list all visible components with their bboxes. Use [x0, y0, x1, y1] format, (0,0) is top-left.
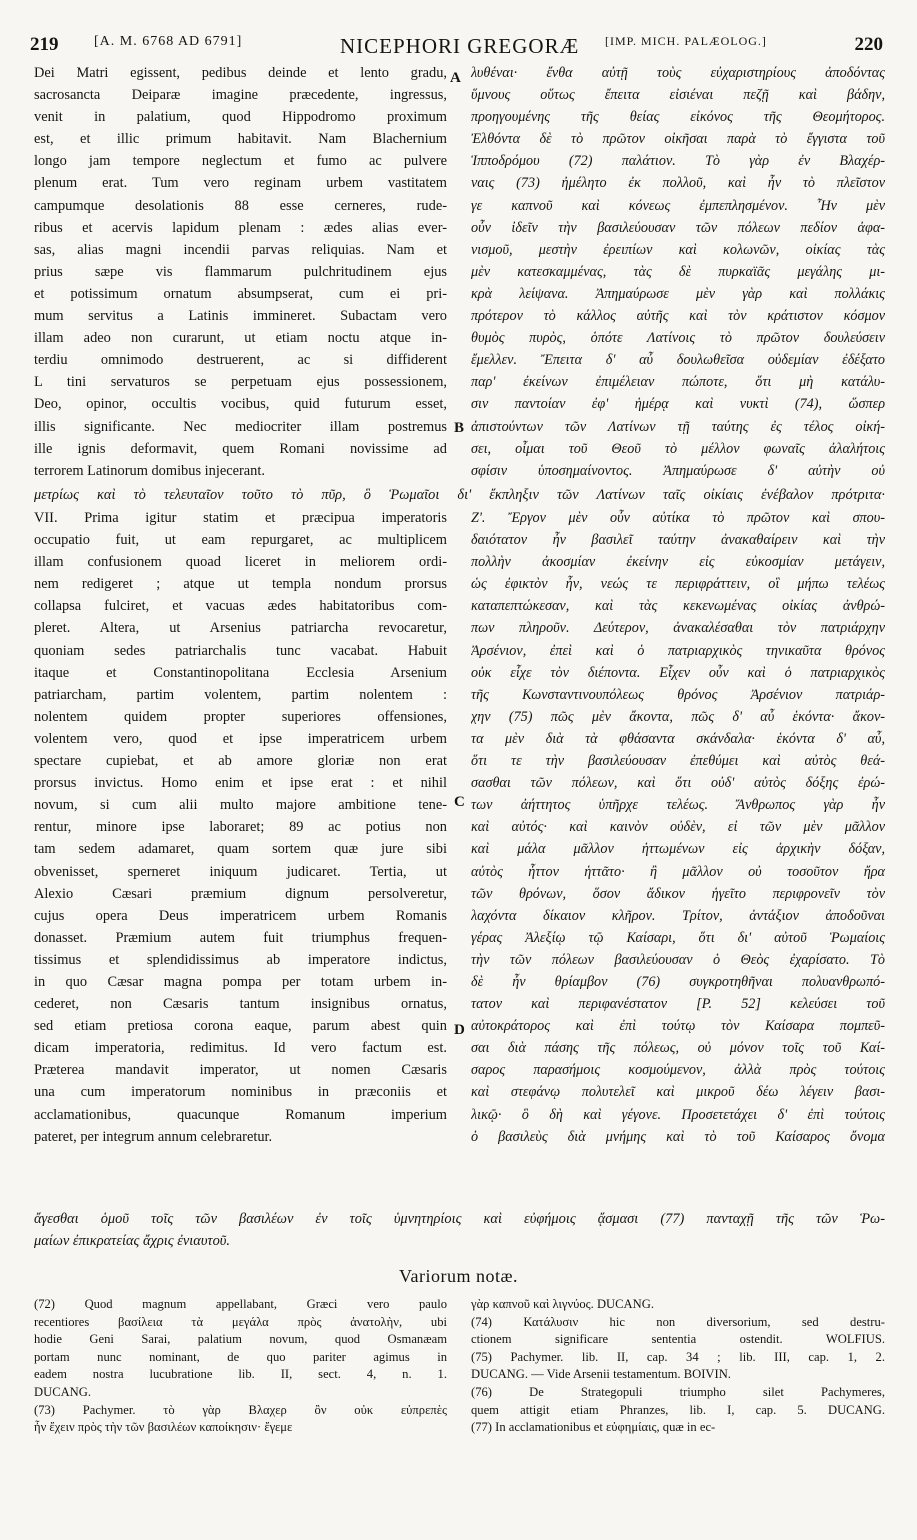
- latin-text-line: Dei Matri egissent, pedibus deinde et lento gradu,: [34, 65, 447, 81]
- notes-column-right: [471, 1296, 885, 1437]
- greek-text-line: ἔμελλεν. Ἔπειτα δ' αὖ δουλωθεῖσα οὐδεμίαν ἐδέξατο: [471, 352, 885, 369]
- greek-column-1: [471, 62, 885, 482]
- latin-text-line: L tini servaturos se perpetuam ejus possessionem,: [34, 374, 447, 391]
- greek-text-line: μὲν κατεσκαμμένας, τὰς δὲ πυρκαϊᾶς μεγάλης μι-: [471, 263, 885, 280]
- latin-text-line: est, et illic primum habitavit. Nam Blachernium: [34, 131, 447, 148]
- greek-text-line: πων πληροῦν. Δεύτερον, ἀνακαλέσαθαι τὸν πατριάρχην: [471, 620, 885, 637]
- latin-text-line: volentem vero, quod et ipse imperatricem urbem: [34, 730, 447, 747]
- note-line: γὰρ καπνοῦ καὶ λιγνύος. DUCANG.: [471, 1297, 654, 1311]
- latin-text-line: sas, alias magni incendii parvas reliquias. Nam et: [34, 241, 447, 258]
- latin-text-line: pateret, per integrum annum celebraretur.: [34, 1128, 273, 1145]
- greek-text-line: σει, οἶμαι τοῦ Θεοῦ τὸ μέλλον φωναῖς ἀλαλήτοις: [471, 440, 885, 457]
- note-line: (74) Κατάλυσιν hic non diversorium, sed destru-: [471, 1314, 885, 1329]
- greek-text-line: Ζ'. Ἔργον μὲν οὖν αὐτίκα τὸ πρῶτον καὶ σπου-: [471, 510, 885, 526]
- greek-text-line: οὐκ εἶχε τὸν διέποντα. Εἶχεν οὖν καὶ ὁ πατριαρχικὸς: [471, 664, 885, 681]
- latin-text-line: sed etiam pretiosa corona eaque, parum abest quin: [34, 1018, 447, 1035]
- running-header: [30, 34, 883, 60]
- greek-text-line: ὡς ἐφικτὸν ἦν, νεώς τε περιφράττειν, οἳ μήπω τελέως: [471, 576, 885, 593]
- latin-text-line: una cum imperatorum nominibus in præconiis et: [34, 1084, 447, 1101]
- latin-text-line: illam confusionem quoad liceret in meliorem ordi-: [34, 554, 447, 571]
- latin-text-line: tam sedem adamaret, quam sortem quæ jure sibi: [34, 841, 447, 858]
- latin-text-line: rentur, minore ipse laboraret; 89 ac potius non: [34, 819, 447, 836]
- note-line: recentiores βασίλεια τὰ μεγάλα πρὸς ἀνατολὴν, ubi: [34, 1314, 447, 1329]
- greek-text-line: παρ' ἐκείνων ἐπιμέλειαν πώποτε, ὅτι μὴ κατάλυ-: [471, 374, 885, 391]
- page-title: NICEPHORI GREGORÆ: [340, 34, 580, 58]
- latin-text-line: in quo Cæsar magna pompa per totam urbem in-: [34, 973, 447, 990]
- latin-text-line: prius sæpe vis flammarum pulchritudinem ejus: [34, 263, 447, 280]
- greek-text-line: τα μὲν διὰ τὰ φθάσαντα σκάνδαλα· ἑκόντα δ' αὖ,: [471, 730, 885, 747]
- latin-text-line: nolentem quidem propter superiores offensiones,: [34, 708, 447, 725]
- latin-text-line: mum servitus a Latinis immineret. Subactam vero: [34, 308, 447, 325]
- note-line: (72) Quod magnum appellabant, Græci vero paulo: [34, 1297, 447, 1311]
- note-line: (77) In acclamationibus et εὐφημίαις, quæ in ec-: [471, 1420, 716, 1435]
- page-number-right: 220: [854, 34, 883, 55]
- latin-text-line: itaque et Constantinopolitana Ecclesia Arsenium: [34, 664, 447, 681]
- note-line: quem attigit etiam Phranzes, lib. I, cap. 5. DUCANG.: [471, 1402, 885, 1417]
- greek-text-line: τατον καὶ περιφανέστατον [P. 52] κελεύσει τοῦ: [471, 996, 885, 1013]
- latin-text-line: ille ignis deformavit, quem Romani novissime ad: [34, 440, 447, 457]
- greek-text-line: ἀπιστούντων τῶν Λατίνων τῇ ταύτης ἐς τέλος οἰκή-: [471, 418, 885, 435]
- year-range-right: [IMP. MICH. PALÆOLOG.]: [605, 34, 767, 48]
- latin-text-line: acclamationibus, quacunque Romanum imperium: [34, 1106, 447, 1123]
- latin-column-1: [34, 62, 447, 482]
- latin-text-line: prorsus invictus. Homo enim et ipse erat : et nihil: [34, 775, 447, 792]
- greek-text-line: καταπεπτώκεσαν, καὶ τὰς κεκενωμένας οἰκίας ἀνθρώ-: [471, 598, 885, 615]
- latin-text-line: collapsa fulciret, et vacuas ædes habitatoribus com-: [34, 598, 447, 615]
- latin-text-line: cederet, non Cæsaris tantum insignibus ornatus,: [34, 996, 447, 1013]
- greek-text-line: νισμοῦ, μεστὴν ἐρειπίων καὶ κολωνῶν, οἰκίας τὰς: [471, 241, 885, 258]
- greek-text-line: Ἀρσένιον, ἐπεὶ καὶ ὁ πατριαρχικὸς τηνικαῦτα θρόνος: [471, 642, 885, 659]
- notes-heading: Variorum notæ.: [399, 1266, 518, 1286]
- note-line: hodie Geni Sarai, palatium novum, quod Osmanæam: [34, 1332, 447, 1347]
- greek-text-line: θυμὸς πυρὸς, ὁπότε Λατίνοις τὸ πρῶτον δουλεύσειν: [471, 330, 885, 347]
- latin-text-line: illis significante. Nec mediocriter illam postremus: [34, 418, 447, 435]
- greek-text-line: κρὰ λείψανα. Ἀπημαύρωσε μὲν γὰρ καὶ πολλάκις: [471, 285, 885, 302]
- greek-text-line: λαχόντα δίκαιον κλῆρον. Τρίτον, ἀντάξιον ἀποδοῦναι: [471, 907, 885, 924]
- latin-text-line: tissimus et splendidissimus ab imperatore indictus,: [34, 951, 447, 968]
- latin-text-line: occupatio fuit, ut eam repurgaret, ac multiplicem: [34, 532, 447, 549]
- note-line: eadem nostra lucubratione lib. II, sect. 4, n. 1.: [34, 1367, 447, 1382]
- section-marker-b: B: [454, 420, 465, 436]
- greek-text-line: ὁ βασιλεὺς διὰ μνήμης καὶ τὸ τοῦ Καίσαρος ὄνομα: [471, 1128, 885, 1145]
- note-line: (75) Pachymer. lib. II, cap. 34 ; lib. III, cap. 1, 2.: [471, 1349, 885, 1364]
- latin-text-line: patriarcham, partim volentem, partim nolentem :: [34, 686, 447, 703]
- latin-text-line: VII. Prima igitur statim et præcipua imperatoris: [34, 510, 447, 526]
- greek-text-line: ὕμνους οὕτως ἔπειτα εἰσιέναι πεζῇ καὶ βάδην,: [471, 87, 885, 104]
- latin-text-line: spectare cupiebat, et ab amore gloriæ non erat: [34, 753, 447, 770]
- year-range-left: [A. M. 6768 AD 6791]: [94, 34, 243, 49]
- latin-text-line: terrorem Latinorum domibus injecerant.: [34, 462, 265, 479]
- note-line: ctionem significare sententia ostendit. WOLFIUS.: [471, 1332, 885, 1347]
- greek-text-line: αὐτοκράτορος καὶ ἐπὶ τούτῳ τὸν Καίσαρα πομπεῦ-: [471, 1018, 885, 1035]
- greek-text-line: σφίσιν ὑποσημαίνοντος. Ἀπημαύρωσε δ' αὐτὴν οὐ: [471, 462, 885, 479]
- note-line: ἦν ἔχειν πρὸς τὴν τῶν βασιλέων καποίκησιν· ἔγεμε: [34, 1420, 293, 1435]
- note-line: DUCANG. — Vide Arsenii testamentum. BOIVIN.: [471, 1367, 731, 1382]
- latin-text-line: venit in palatium, quod Hippodromo proximum: [34, 109, 447, 126]
- greek-full-line-1: μετρίως καὶ τὸ τελευταῖον τοῦτο τὸ πῦρ, ὃ Ῥωμαῖοι δι' ἔκπληξιν τῶν Λατίνων ταῖς οἰκίαις ἐνέβαλον πρότριτα·: [34, 487, 885, 503]
- greek-text-line: σασθαι τῶν πόλεων, καὶ ὅτι οὐδ' αὐτὸς δόξης ἐρώ-: [471, 775, 885, 792]
- greek-text-line: σαρος παρασήμοις κοσμούμενον, ἀλλὰ πρὸς τούτοις: [471, 1062, 885, 1079]
- latin-text-line: Deo, opinor, occultis vocibus, quid futurum esset,: [34, 396, 447, 413]
- latin-text-line: plenum erat. Tum vero reginam urbem vastitatem: [34, 175, 447, 192]
- latin-text-line: longo jam tempore neglectum et fumo ac pulvere: [34, 153, 447, 170]
- notes-column-left: [34, 1296, 447, 1437]
- section-marker-c: C: [454, 794, 465, 810]
- greek-text-line: γέρας Ἀλεξίῳ τῷ Καίσαρι, ὅτι δι' αὐτοῦ Ῥωμαίοις: [471, 929, 885, 946]
- latin-text-line: Alexio Cæsari præmium dignum persolveretur,: [34, 885, 447, 902]
- note-line: portam nunc nominant, de quo pariter agimus in: [34, 1349, 447, 1364]
- section-marker-d: D: [454, 1022, 465, 1038]
- greek-text-line: γε καπνοῦ καὶ κόνεως ἐμπεπλησμένον. Ἦν μὲν: [471, 197, 885, 214]
- greek-text-line: καὶ στεφάνῳ πολυτελεῖ καὶ μικροῦ δέω λέγειν βασι-: [471, 1084, 885, 1101]
- note-line: (73) Pachymer. τὸ γὰρ Βλαχερ ὂν οὐκ εὐπρεπὲς: [34, 1402, 447, 1417]
- greek-text-line: Ἐλθόντα δὲ τὸ πρῶτον οἰκῆσαι παρὰ τὸ ἔγγιστα τοῦ: [471, 131, 885, 148]
- greek-text-line: δαιότατον ἦν βασιλεῖ ταύτην ἀνακαθαίρειν καὶ τὴν: [471, 532, 885, 549]
- greek-text-line: οὖν ἰδεῖν τὴν βασιλεύουσαν τῶν πόλεων πεδίον ἀφα-: [471, 219, 885, 236]
- page-number-left: 219: [30, 34, 59, 55]
- section-marker-a: A: [450, 70, 461, 86]
- note-line: (76) De Strategopuli triumpho silet Pachymeres,: [471, 1384, 885, 1399]
- latin-text-line: ribus et acervis lapidum plenam : ædes alias ever-: [34, 219, 447, 236]
- latin-text-line: quoniam sedes patriarchalis tunc vacabat. Habuit: [34, 642, 447, 659]
- greek-full-line-2: ἄγεσθαι ὁμοῦ τοῖς τῶν βασιλέων ἐν τοῖς ὑμνητηρίοις καὶ εὐφήμοις ᾄσμασι (77) πανταχῇ τῆς τῶν Ῥω-: [34, 1211, 885, 1227]
- latin-text-line: novum, si cum alii multo majore ambitione tene-: [34, 797, 447, 814]
- greek-text-line: σιν παντοίαν ἐφ' ἡμέρᾳ καὶ νυκτὶ (74), ὥσπερ: [471, 396, 885, 413]
- greek-text-line: χην (75) πῶς μὲν ἄκοντα, πῶς δ' αὖ ἑκόντα· ἄκον-: [471, 708, 885, 725]
- greek-text-line: τῆς Κωνσταντινουπόλεως θρόνος Ἀρσένιον πατριάρ-: [471, 686, 885, 703]
- greek-text-line: λικῷ· ὃ δὴ καὶ γέγονε. Προσετετάχει δ' ἐπὶ τούτοις: [471, 1106, 885, 1123]
- greek-text-line: καὶ μάλα μᾶλλον ἡττωμένων εἰς ἀρχικὴν δόξαν,: [471, 841, 885, 858]
- note-line: DUCANG.: [34, 1384, 92, 1399]
- latin-text-line: nem redigeret ; atque ut templa nondum prorsus: [34, 576, 447, 593]
- greek-text-line: πρότερον τὸ κάλλος αὐτῆς καὶ τὸν κράτιστον κόσμον: [471, 308, 885, 325]
- latin-column-2: [34, 507, 447, 1148]
- latin-text-line: cujus opera Deus imperatricem urbem Romanis: [34, 907, 447, 924]
- latin-text-line: et potissimum ornatum absumpserat, cum ei pri-: [34, 285, 447, 302]
- latin-text-line: illam adeo non curarunt, ut etiam noctu atque in-: [34, 330, 447, 347]
- greek-text-line: των ἀήττητος ὑπῆρχε τελέως. Ἄνθρωπος γὰρ ἦν: [471, 797, 885, 814]
- latin-text-line: terdiu omnimodo destruerent, ac si diffiderent: [34, 352, 447, 369]
- greek-column-2: [471, 507, 885, 1148]
- greek-text-line: καὶ αὐτός· καὶ καινὸν οὐδὲν, εἰ τῶν μὲν μᾶλλον: [471, 819, 885, 836]
- greek-full-line-3: μαίων ἐπικρατείας ἄχρις ἐνιαυτοῦ.: [34, 1233, 230, 1249]
- latin-text-line: Præterea mandavit imperator, ut nomen Cæsaris: [34, 1062, 447, 1079]
- greek-text-line: σαι διὰ πάσης τῆς πόλεως, οὐ μόνον τοῖς τοῦ Καί-: [471, 1040, 885, 1057]
- greek-text-line: ὅτι τε τὴν βασιλεύουσαν ἐπεθύμει καὶ αὐτὸς θεά-: [471, 753, 885, 770]
- greek-text-line: δὲ ἦν θρίαμβον (76) συγκροτηθῆναι πολυανθρωπό-: [471, 973, 885, 990]
- latin-text-line: obvenisset, sperneret iniquum judicaret. Tertia, ut: [34, 863, 447, 880]
- greek-text-line: προηγουμένης τῆς θείας εἰκόνος τῆς Θεομήτορος.: [471, 109, 885, 126]
- greek-text-line: λυθέναι· ἔνθα αὐτῇ τοὺς εὐχαριστηρίους ἀποδόντας: [471, 65, 885, 81]
- greek-text-line: αὐτὸς ἧττον ἡττᾶτο· ἢ μᾶλλον οὐ τοσοῦτον ἤρα: [471, 863, 885, 880]
- latin-text-line: dicam imperatoria, redimitus. Id vero factum est.: [34, 1040, 447, 1057]
- latin-text-line: campumque desolationis 88 esse cerneres, rude-: [34, 197, 447, 214]
- greek-text-line: πολλὴν ἀκοσμίαν ἐκείνην εἰς εὐκοσμίαν μετάγειν,: [471, 554, 885, 571]
- latin-text-line: sacrosancta Deiparæ imagine præcedente, ingressus,: [34, 87, 447, 104]
- greek-text-line: τὴν τῶν πόλεων βασιλεύουσαν ὁ Θεὸς ἐχαρίσατο. Τὸ: [471, 951, 885, 968]
- greek-text-line: Ἱπποδρόμου (72) παλάτιον. Τὸ γὰρ ἐν Βλαχέρ-: [471, 153, 885, 170]
- greek-text-line: ναις (73) ἠμέλητο ἐκ πολλοῦ, καὶ ἦν τὸ πλεῖστον: [471, 175, 885, 192]
- latin-text-line: pleret. Altera, ut Arsenius patriarcha revocaretur,: [34, 620, 447, 637]
- greek-text-line: τῶν θρόνων, ὅσον ἄδικον ἡγεῖτο περιφρονεῖν τὸν: [471, 885, 885, 902]
- latin-text-line: donasset. Præmium autem fuit triumphus frequen-: [34, 929, 447, 946]
